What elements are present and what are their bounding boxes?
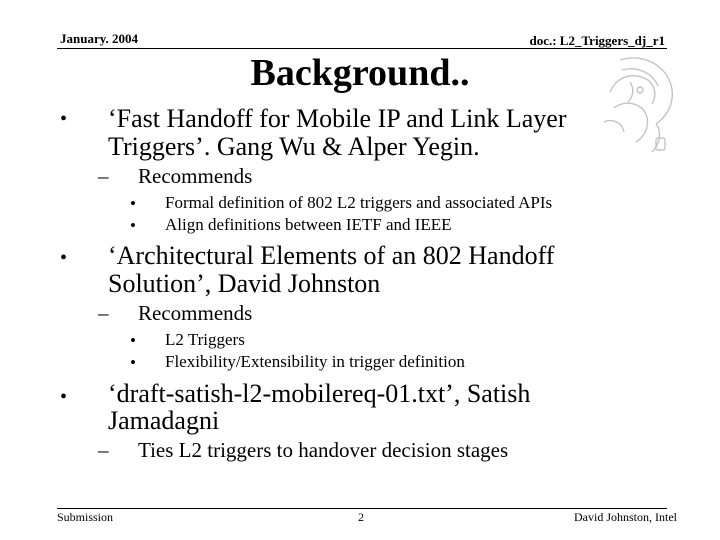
- footer-right: David Johnston, Intel: [574, 510, 677, 524]
- footer-left: Submission: [57, 510, 114, 524]
- slide-title: Background..: [250, 52, 470, 94]
- item-3-sub: Ties L2 triggers to handover decision stages: [138, 438, 509, 462]
- header-rule: [57, 48, 667, 49]
- item-1-subsub-2: Align definitions between IETF and IEEE: [165, 215, 452, 234]
- footer-rule: [57, 508, 667, 509]
- dash-3: –: [98, 438, 109, 462]
- dash-1: –: [98, 164, 109, 188]
- item-2-subsub-2: Flexibility/Extensibility in trigger definition: [165, 352, 465, 371]
- item-1-subsub-1: Formal definition of 802 L2 triggers and associated APIs: [165, 193, 553, 212]
- item-3-line-2: Jamadagni: [108, 406, 220, 435]
- header-date: January. 2004: [60, 31, 139, 46]
- header-doc-id: doc.: L2_Triggers_dj_r1: [529, 33, 665, 48]
- item-1-subsub-bullet-1: •: [130, 194, 136, 213]
- item-3-line-1: ‘draft-satish-l2-mobilereq-01.txt’, Satish: [108, 379, 531, 408]
- page-number: 2: [358, 510, 364, 524]
- item-1-sub: Recommends: [138, 164, 253, 188]
- bullet-3: •: [60, 386, 68, 408]
- item-2-line-1: ‘Architectural Elements of an 802 Handoff: [108, 241, 555, 270]
- item-1-line-2: Triggers’. Gang Wu & Alper Yegin.: [108, 132, 480, 161]
- item-2-subsub-bullet-2: •: [130, 353, 136, 372]
- item-2-sub: Recommends: [138, 301, 253, 325]
- dash-2: –: [98, 301, 109, 325]
- item-2-subsub-1: L2 Triggers: [165, 330, 245, 349]
- bullet-1: •: [60, 108, 68, 130]
- item-1-subsub-bullet-2: •: [130, 216, 136, 235]
- item-1-line-1: ‘Fast Handoff for Mobile IP and Link Layer: [108, 104, 567, 133]
- item-2-subsub-bullet-1: •: [130, 331, 136, 350]
- item-2-line-2: Solution’, David Johnston: [108, 269, 381, 298]
- bullet-2: •: [60, 247, 68, 269]
